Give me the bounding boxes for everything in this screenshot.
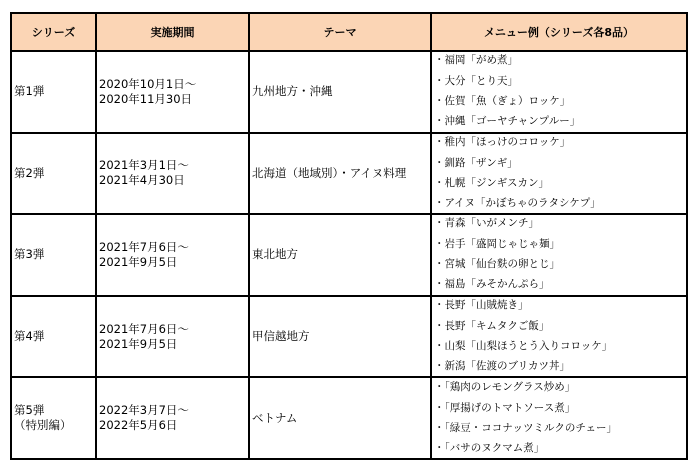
table-row <box>11 133 687 215</box>
menu-item: ・「厚揚げのトマトソース煮」 <box>434 401 576 414</box>
series-cell: 第4弾 <box>11 296 96 378</box>
menu-item: ・アイヌ「かぼちゃのラタシケプ」 <box>434 196 601 209</box>
menu-cell <box>431 133 687 215</box>
table-row <box>11 377 687 459</box>
menu-item: ・佐賀「魚（ぎょ）ロッケ」 <box>434 95 571 108</box>
menu-item: ・福島「みそかんぷら」 <box>434 278 550 291</box>
menu-cell <box>431 214 687 296</box>
period-cell: 2022年3月7日～ 2022年5月6日 <box>96 377 249 459</box>
header-row <box>11 13 687 51</box>
menu-list <box>432 134 686 213</box>
menu-item: ・「バサのヌクマム煮」 <box>434 441 545 454</box>
table-row <box>11 51 687 133</box>
series-cell: 第2弾 <box>11 133 96 215</box>
header-series: シリーズ <box>11 13 96 51</box>
menu-list <box>432 297 686 376</box>
menu-item: ・長野「山賊焼き」 <box>434 299 529 312</box>
menu-item: ・大分「とり天」 <box>434 75 518 88</box>
header-menu: メニュー例（シリーズ各8品） <box>431 13 687 51</box>
menu-item: ・青森「いがメンチ」 <box>434 217 539 230</box>
menu-item: ・稚内「ほっけのコロッケ」 <box>434 135 571 148</box>
period-cell: 2020年10月1日～ 2020年11月30日 <box>96 51 249 133</box>
theme-cell: ベトナム <box>249 377 431 459</box>
theme-cell: 東北地方 <box>249 214 431 296</box>
header-period: 実施期間 <box>96 13 249 51</box>
menu-list <box>432 379 686 458</box>
menu-cell <box>431 296 687 378</box>
theme-cell: 甲信越地方 <box>249 296 431 378</box>
series-cell: 第3弾 <box>11 214 96 296</box>
menu-item: ・山梨「山梨ほうとう入りコロッケ」 <box>434 340 613 353</box>
menu-item: ・「緑豆・ココナッツミルクのチェー」 <box>434 421 618 434</box>
menu-item: ・長野「キムタクご飯」 <box>434 320 550 333</box>
menu-item: ・「鶏肉のレモングラス炒め」 <box>434 380 576 393</box>
menu-item: ・新潟「佐渡のブリカツ丼」 <box>434 360 570 373</box>
menu-item: ・岩手「盛岡じゃじゃ麺」 <box>434 238 560 251</box>
period-cell: 2021年7月6日～ 2021年9月5日 <box>96 214 249 296</box>
menu-item: ・札幌「ジンギスカン」 <box>434 176 550 189</box>
header-theme: テーマ <box>249 13 431 51</box>
menu-cell <box>431 377 687 459</box>
table-row <box>11 214 687 296</box>
series-cell: 第1弾 <box>11 51 96 133</box>
table-row <box>11 296 687 378</box>
menu-item: ・宮城「仙台麩の卵とじ」 <box>434 258 560 271</box>
menu-item: ・沖縄「ゴーヤチャンプルー」 <box>434 115 581 128</box>
menu-list <box>432 52 686 131</box>
period-cell: 2021年3月1日～ 2021年4月30日 <box>96 133 249 215</box>
period-cell: 2021年7月6日～ 2021年9月5日 <box>96 296 249 378</box>
series-cell: 第5弾 （特別編） <box>11 377 96 459</box>
theme-cell: 北海道（地域別）・アイヌ料理 <box>249 133 431 215</box>
series-table <box>10 12 688 460</box>
menu-list <box>432 215 686 294</box>
menu-item: ・釧路「ザンギ」 <box>434 156 518 169</box>
menu-item: ・福岡「がめ煮」 <box>434 54 518 67</box>
menu-cell <box>431 51 687 133</box>
theme-cell: 九州地方・沖縄 <box>249 51 431 133</box>
